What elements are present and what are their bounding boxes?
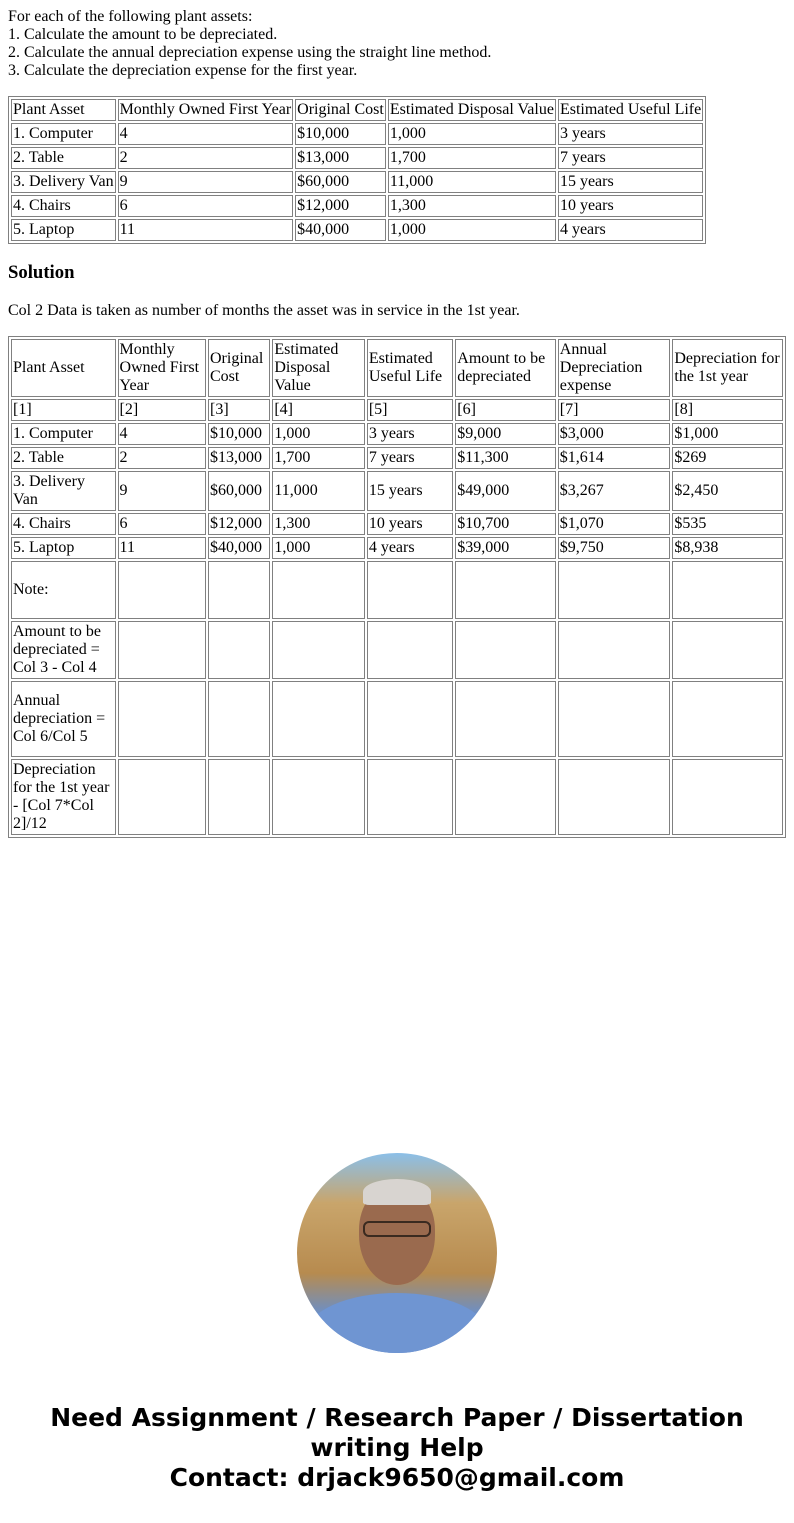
table-row xyxy=(11,195,703,217)
header-cell: Original Cost xyxy=(295,99,386,121)
table-cell: $13,000 xyxy=(208,447,270,469)
table-row xyxy=(11,759,783,835)
table-cell: 7 years xyxy=(367,447,453,469)
table-cell: 1,300 xyxy=(388,195,556,217)
table-row xyxy=(11,561,783,619)
table-cell: $49,000 xyxy=(455,471,556,511)
table-cell: 9 xyxy=(118,171,294,193)
header-cell: Plant Asset xyxy=(11,339,116,397)
table-cell xyxy=(208,681,270,757)
header-cell: Plant Asset xyxy=(11,99,116,121)
table-row xyxy=(11,399,783,421)
table-cell xyxy=(558,681,671,757)
table-cell: [1] xyxy=(11,399,116,421)
table-cell: 4 xyxy=(118,123,294,145)
table-cell: $60,000 xyxy=(208,471,270,511)
table-cell: 9 xyxy=(118,471,206,511)
table-cell: [4] xyxy=(272,399,364,421)
table-cell xyxy=(558,561,671,619)
table-cell: $269 xyxy=(672,447,783,469)
table-cell xyxy=(208,621,270,679)
header-cell: Annual Depreciation expense xyxy=(558,339,671,397)
table-cell: [2] xyxy=(118,399,206,421)
table-row xyxy=(11,471,783,511)
table-cell xyxy=(455,681,556,757)
header-cell: Amount to be depreciated xyxy=(455,339,556,397)
table-row xyxy=(11,447,783,469)
table-cell: $9,750 xyxy=(558,537,671,559)
table-cell: [7] xyxy=(558,399,671,421)
table-cell: [5] xyxy=(367,399,453,421)
table-cell xyxy=(367,681,453,757)
intro-line: For each of the following plant assets: xyxy=(8,8,253,25)
table-cell: 5. Laptop xyxy=(11,219,116,241)
table-cell: 10 years xyxy=(558,195,703,217)
table-cell: Depreciation for the 1st year - [Col 7*Col 2]/12 xyxy=(11,759,116,835)
table-cell: $40,000 xyxy=(295,219,386,241)
table-cell xyxy=(118,561,206,619)
table-cell: 2. Table xyxy=(11,147,116,169)
header-cell: Estimated Disposal Value xyxy=(272,339,364,397)
table-cell: 1,000 xyxy=(272,423,364,445)
author-photo xyxy=(297,1153,497,1353)
intro-line: 1. Calculate the amount to be depreciated. xyxy=(8,26,278,43)
table-row xyxy=(11,423,783,445)
table-cell xyxy=(272,621,364,679)
header-cell: Monthly Owned First Year xyxy=(118,99,294,121)
table-cell xyxy=(118,759,206,835)
table-row xyxy=(11,681,783,757)
table-cell: 3. Delivery Van xyxy=(11,471,116,511)
table-cell: [6] xyxy=(455,399,556,421)
table-cell: $1,000 xyxy=(672,423,783,445)
table-row xyxy=(11,171,703,193)
table-cell xyxy=(672,561,783,619)
table-row xyxy=(11,123,703,145)
table-cell: 10 years xyxy=(367,513,453,535)
table-cell: $1,614 xyxy=(558,447,671,469)
table-cell: $3,000 xyxy=(558,423,671,445)
table-cell xyxy=(367,561,453,619)
table-row xyxy=(11,219,703,241)
solution-heading: Solution xyxy=(8,262,75,283)
table-cell: 5. Laptop xyxy=(11,537,116,559)
table-cell: 4. Chairs xyxy=(11,195,116,217)
table-cell: 1,000 xyxy=(388,123,556,145)
table-cell: 11 xyxy=(118,537,206,559)
table-cell: 4. Chairs xyxy=(11,513,116,535)
table-cell: 4 years xyxy=(367,537,453,559)
header-cell: Estimated Useful Life xyxy=(558,99,703,121)
table-cell: 11,000 xyxy=(272,471,364,511)
table-cell: 1. Computer xyxy=(11,123,116,145)
table-cell: $10,000 xyxy=(295,123,386,145)
contact-line: Contact: drjack9650@gmail.com xyxy=(169,1463,625,1492)
header-cell: Original Cost xyxy=(208,339,270,397)
table-cell: 2 xyxy=(118,447,206,469)
table-cell: $13,000 xyxy=(295,147,386,169)
table-cell xyxy=(672,681,783,757)
table-cell: 6 xyxy=(118,195,294,217)
table-cell: Amount to be depreciated = Col 3 - Col 4 xyxy=(11,621,116,679)
header-cell: Estimated Useful Life xyxy=(367,339,453,397)
table-cell xyxy=(208,759,270,835)
header-cell: Estimated Disposal Value xyxy=(388,99,556,121)
table-cell xyxy=(367,621,453,679)
header-row xyxy=(11,339,783,397)
table-cell: 1,700 xyxy=(272,447,364,469)
table-cell: 15 years xyxy=(558,171,703,193)
table-cell: $12,000 xyxy=(208,513,270,535)
table-cell: $11,300 xyxy=(455,447,556,469)
table-cell: 1,000 xyxy=(388,219,556,241)
table-cell xyxy=(118,621,206,679)
table-cell xyxy=(455,621,556,679)
table-cell: 4 xyxy=(118,423,206,445)
table-cell: 4 years xyxy=(558,219,703,241)
table-cell: 3 years xyxy=(367,423,453,445)
table-cell: $39,000 xyxy=(455,537,556,559)
table-cell: 11 xyxy=(118,219,294,241)
table-cell: $8,938 xyxy=(672,537,783,559)
table-cell: $60,000 xyxy=(295,171,386,193)
table-cell: 15 years xyxy=(367,471,453,511)
table-cell: $10,000 xyxy=(208,423,270,445)
table-cell: $535 xyxy=(672,513,783,535)
table-cell xyxy=(558,759,671,835)
table-cell: $2,450 xyxy=(672,471,783,511)
header-cell: Depreciation for the 1st year xyxy=(672,339,783,397)
table-cell xyxy=(672,759,783,835)
promo-line: Need Assignment / Research Paper / Dissertation writing Help xyxy=(50,1403,744,1462)
table-cell: $1,070 xyxy=(558,513,671,535)
table-cell: $40,000 xyxy=(208,537,270,559)
table-cell xyxy=(455,759,556,835)
table-cell: $9,000 xyxy=(455,423,556,445)
intro-line: 3. Calculate the depreciation expense for the first year. xyxy=(8,62,358,79)
promo-footer xyxy=(8,1403,786,1493)
table-cell xyxy=(558,621,671,679)
table-cell: $3,267 xyxy=(558,471,671,511)
table-cell xyxy=(272,561,364,619)
glasses xyxy=(363,1221,431,1237)
header-row xyxy=(11,99,703,121)
table-cell: Annual depreciation = Col 6/Col 5 xyxy=(11,681,116,757)
header-cell: Monthly Owned First Year xyxy=(118,339,206,397)
table-row xyxy=(11,537,783,559)
table-cell: 11,000 xyxy=(388,171,556,193)
table-cell xyxy=(672,621,783,679)
table-cell xyxy=(208,561,270,619)
table-cell: $12,000 xyxy=(295,195,386,217)
table-cell: 7 years xyxy=(558,147,703,169)
table-cell: 1. Computer xyxy=(11,423,116,445)
table-cell: 1,000 xyxy=(272,537,364,559)
table-cell xyxy=(455,561,556,619)
table-cell: 3 years xyxy=(558,123,703,145)
intro xyxy=(8,8,786,80)
table-row xyxy=(11,147,703,169)
table-cell: Note: xyxy=(11,561,116,619)
intro-line: 2. Calculate the annual depreciation expense using the straight line method. xyxy=(8,44,492,61)
plant-assets-table xyxy=(8,96,706,244)
table-cell xyxy=(272,681,364,757)
solution-table xyxy=(8,336,786,838)
table-cell xyxy=(367,759,453,835)
table-cell: [3] xyxy=(208,399,270,421)
table-cell: 1,300 xyxy=(272,513,364,535)
table-cell: 2 xyxy=(118,147,294,169)
table-cell: 1,700 xyxy=(388,147,556,169)
table-cell: [8] xyxy=(672,399,783,421)
table-cell xyxy=(118,681,206,757)
table-cell: 2. Table xyxy=(11,447,116,469)
solution-note: Col 2 Data is taken as number of months the asset was in service in the 1st year. xyxy=(8,302,520,319)
table-cell: 3. Delivery Van xyxy=(11,171,116,193)
table-row xyxy=(11,513,783,535)
table-cell: $10,700 xyxy=(455,513,556,535)
table-cell xyxy=(272,759,364,835)
table-cell: 6 xyxy=(118,513,206,535)
table-row xyxy=(11,621,783,679)
